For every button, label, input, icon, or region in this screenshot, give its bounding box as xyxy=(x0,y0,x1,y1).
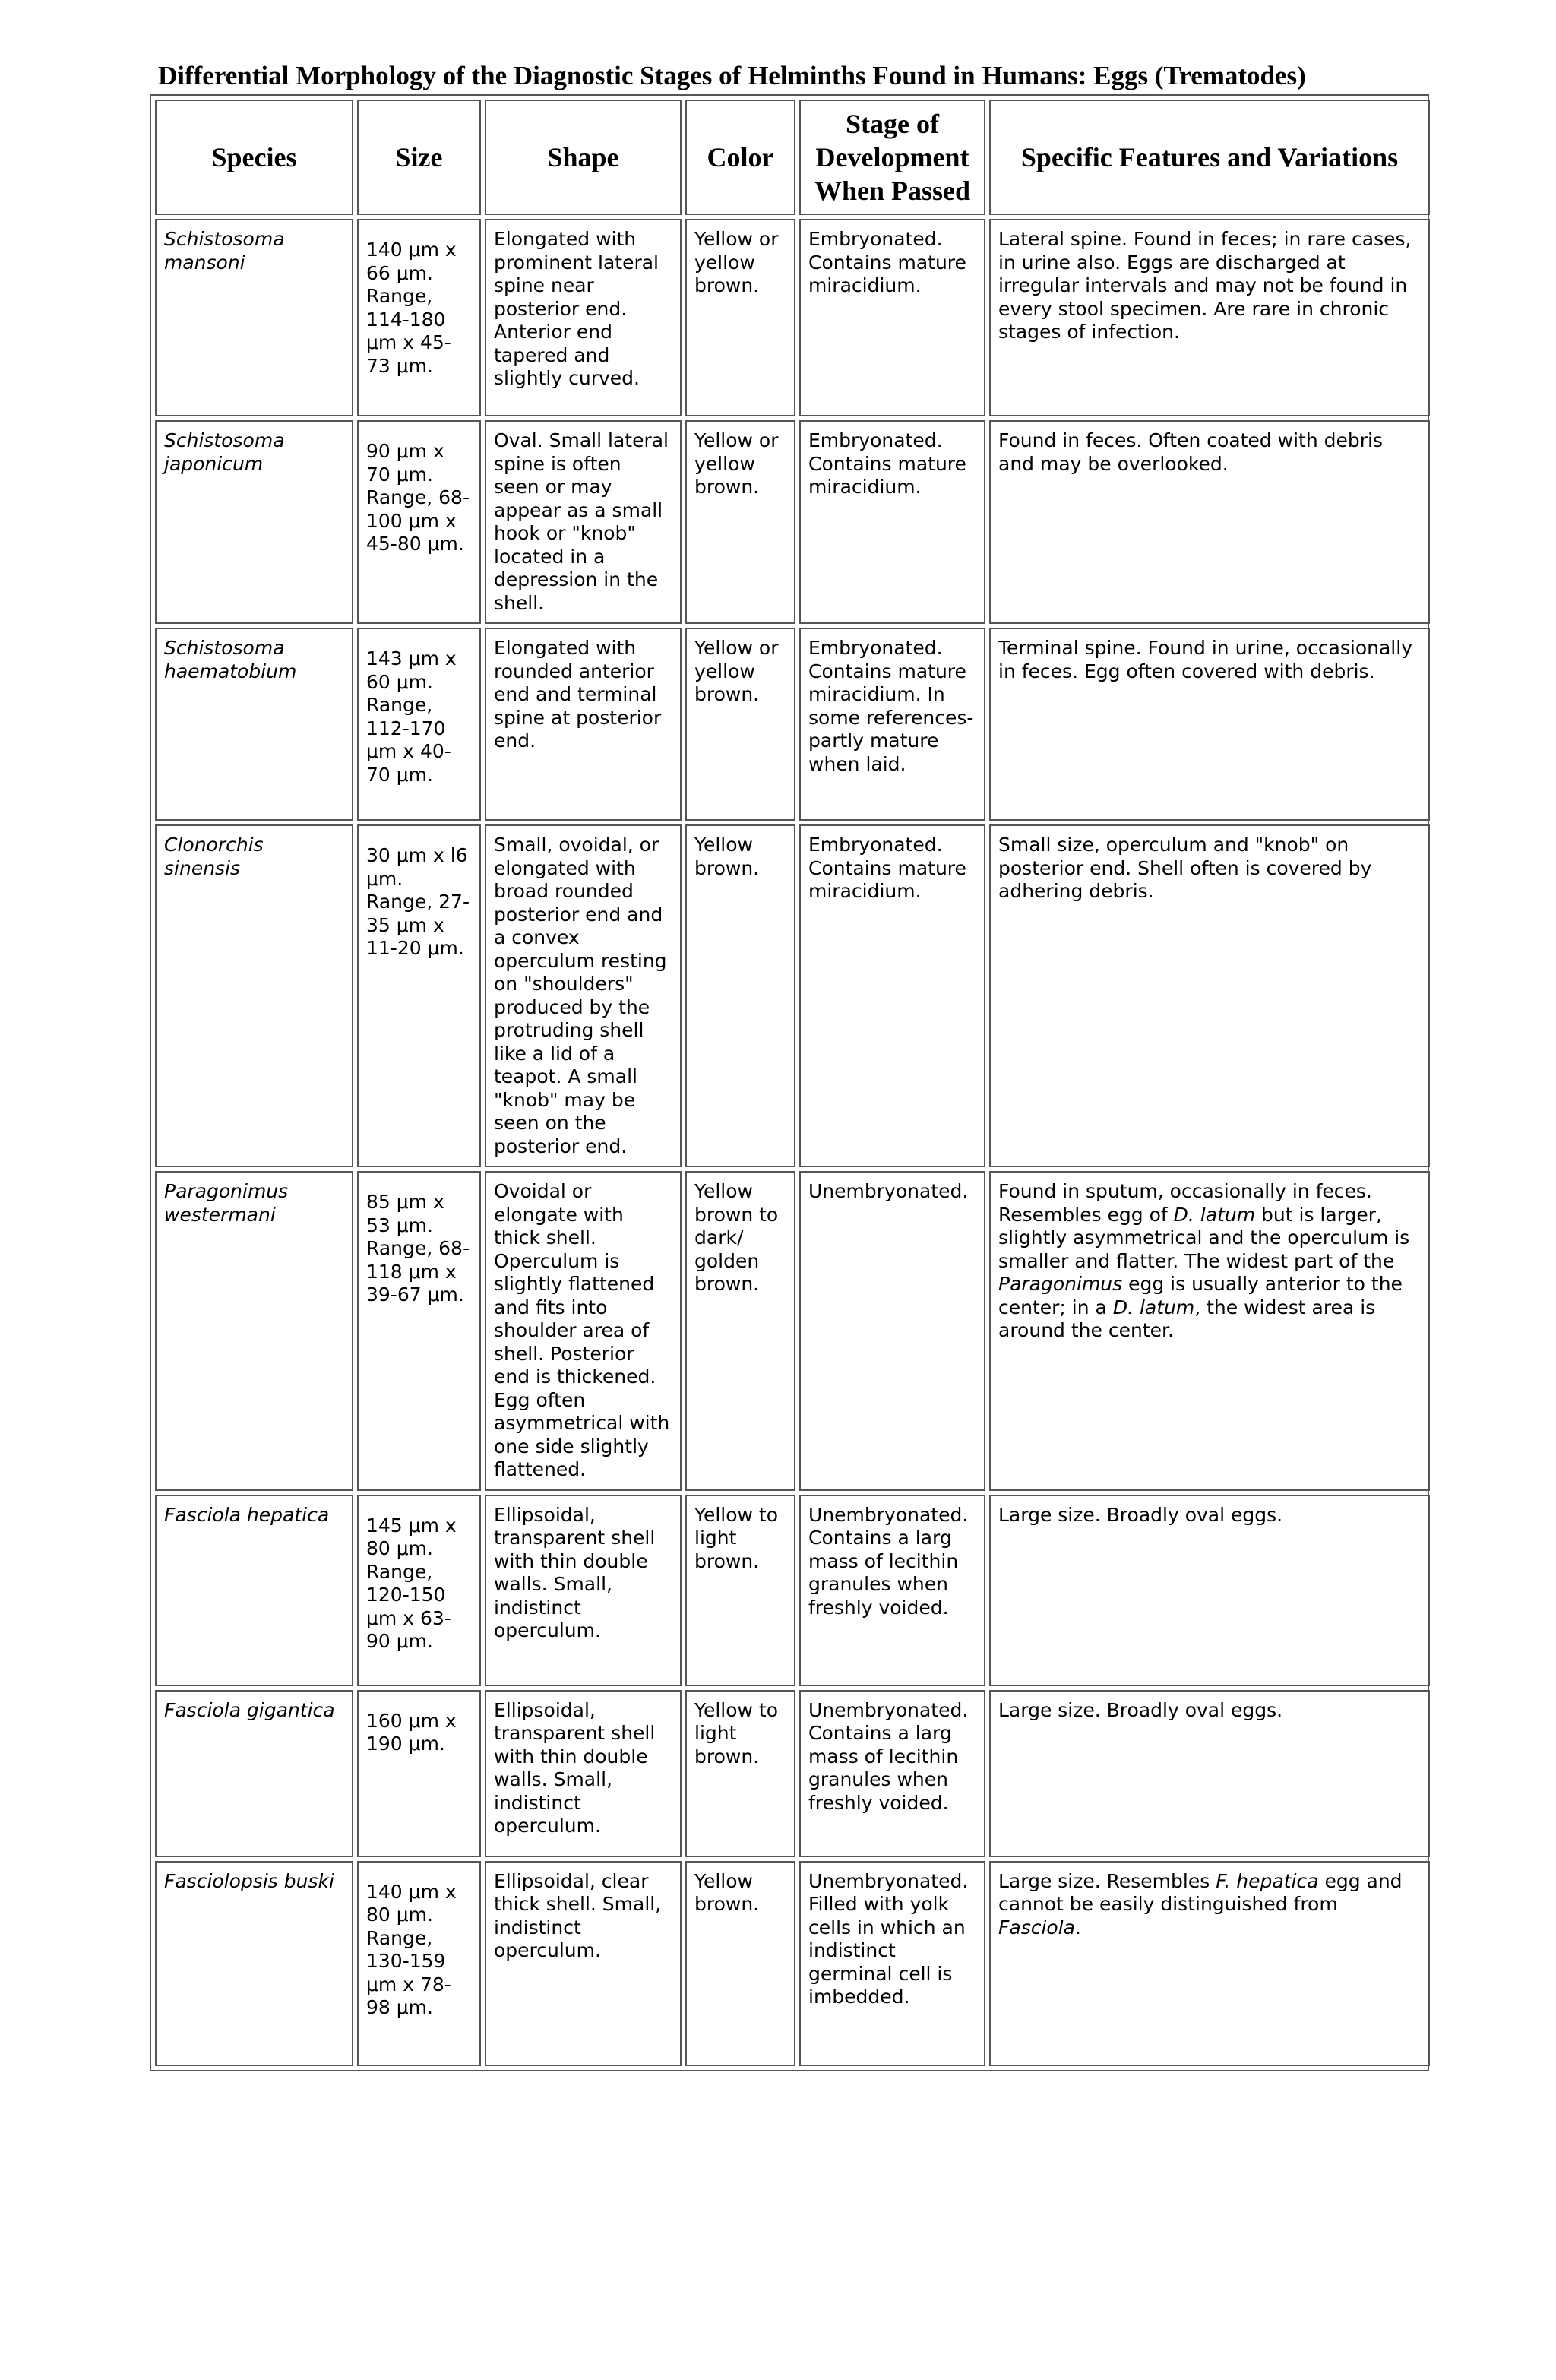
table-row xyxy=(155,628,1430,821)
species-cell xyxy=(155,420,353,624)
shape-cell: Ellipsoidal, transparent shell with thin double walls. Small, indistinct operculum. xyxy=(485,1690,682,1857)
species-name-line: Schistosoma xyxy=(164,637,285,659)
features-cell: Terminal spine. Found in urine, occasionally in feces. Egg often covered with debris. xyxy=(989,628,1430,821)
header-color: Color xyxy=(685,100,795,215)
features-italic: D. latum xyxy=(1173,1203,1256,1226)
table-row xyxy=(155,824,1430,1167)
shape-cell: Oval. Small lateral spine is often seen or may appear as a small hook or "knob" located in a depression in the shell. xyxy=(485,420,682,624)
stage-cell: Embryonated. Contains mature miracidium. In some references- partly mature when laid. xyxy=(799,628,985,821)
table-row xyxy=(155,1861,1430,2066)
size-cell xyxy=(357,1861,481,2066)
header-stage-line: Stage of xyxy=(846,109,939,139)
features-text: but is larger, slightly asymmetrical and the operculum is smaller and flatter. The widest part of the xyxy=(998,1203,1410,1272)
features-cell: Found in feces. Often coated with debris and may be overlooked. xyxy=(989,420,1430,624)
size-cell xyxy=(357,1171,481,1491)
stage-cell: Embryonated. Contains mature miracidium. xyxy=(799,420,985,624)
features-text: , the widest area is around the center. xyxy=(998,1296,1376,1341)
features-italic: F. hepatica xyxy=(1216,1869,1319,1892)
size-line: 70 μm. Range, 68- xyxy=(366,463,470,508)
features-cell xyxy=(989,1171,1430,1491)
header-stage-line: When Passed xyxy=(814,176,971,206)
size-line: 190 μm. xyxy=(366,1733,445,1755)
species-name-line: sinensis xyxy=(164,856,241,879)
size-line: 140 μm x xyxy=(366,1880,457,1903)
size-line: 100 μm x xyxy=(366,509,457,532)
size-cell xyxy=(357,1690,481,1857)
species-cell: Fasciola gigantica xyxy=(155,1690,353,1857)
size-line: 70 μm. xyxy=(366,763,433,786)
shape-cell: Ovoidal or elongate with thick shell. Operculum is slightly flattened and fits into shoulder area of shell. Posterior end is thickened. Egg often asymmetrical with one side slightly flattened. xyxy=(485,1171,682,1491)
size-line: 30 μm x l6 μm. Range, 27- xyxy=(366,844,470,913)
shape-cell: Elongated with rounded anterior end and terminal spine at posterior end. xyxy=(485,628,682,821)
table-row xyxy=(155,1690,1430,1857)
species-cell: Fasciolopsis buski xyxy=(155,1861,353,2066)
table-row xyxy=(155,1171,1430,1491)
page-title: Differential Morphology of the Diagnostic Stages of Helminths Found in Humans: Eggs (Trematodes) xyxy=(158,61,1306,90)
species-name-line: japonicum xyxy=(164,452,264,475)
shape-cell: Small, ovoidal, or elongated with broad rounded posterior end and a convex operculum resting on "shoulders" produced by the protruding shell like a lid of a teapot. A small "knob" may be seen on the posterior end. xyxy=(485,824,682,1167)
size-cell xyxy=(357,628,481,821)
stage-cell: Unembryonated. Contains a larg mass of lecithin granules when freshly voided. xyxy=(799,1690,985,1857)
species-name-line: Schistosoma xyxy=(164,228,285,250)
features-cell: Small size, operculum and "knob" on posterior end. Shell often is covered by adhering debris. xyxy=(989,824,1430,1167)
size-cell xyxy=(357,1495,481,1686)
header-shape: Shape xyxy=(485,100,682,215)
shape-cell: Ellipsoidal, clear thick shell. Small, indistinct operculum. xyxy=(485,1861,682,2066)
size-line: 80 μm. Range, 130-159 μm x 78- xyxy=(366,1904,451,1995)
color-cell: Yellow or yellow brown. xyxy=(685,219,795,416)
features-italic: Paragonimus xyxy=(998,1273,1123,1295)
shape-cell: Elongated with prominent lateral spine near posterior end. Anterior end tapered and slightly curved. xyxy=(485,219,682,416)
size-cell xyxy=(357,219,481,416)
color-cell: Yellow or yellow brown. xyxy=(685,420,795,624)
stage-cell: Unembryonated. xyxy=(799,1171,985,1491)
size-line: 39-67 μm. xyxy=(366,1283,464,1306)
features-text: Found in sputum, occasionally in feces. Resembles egg of xyxy=(998,1180,1372,1226)
species-cell xyxy=(155,219,353,416)
features-cell: Large size. Broadly oval eggs. xyxy=(989,1690,1430,1857)
species-cell xyxy=(155,628,353,821)
color-cell: Yellow brown to dark/ golden brown. xyxy=(685,1171,795,1491)
size-cell xyxy=(357,824,481,1167)
species-name-line: westermani xyxy=(164,1203,276,1226)
species-name-line: Paragonimus xyxy=(164,1180,289,1202)
species-name-line: Schistosoma xyxy=(164,429,285,451)
size-line: 45-80 μm. xyxy=(366,533,464,555)
table-row xyxy=(155,219,1430,416)
header-stage xyxy=(799,100,985,215)
species-cell xyxy=(155,1171,353,1491)
size-line: 90 μm x xyxy=(366,440,444,462)
size-line: 98 μm. xyxy=(366,1996,433,2018)
features-cell: Large size. Broadly oval eggs. xyxy=(989,1495,1430,1686)
size-line: 160 μm x xyxy=(366,1709,457,1732)
species-name-line: Clonorchis xyxy=(164,834,264,856)
header-row xyxy=(155,100,1430,215)
species-cell: Fasciola hepatica xyxy=(155,1495,353,1686)
color-cell: Yellow brown. xyxy=(685,1861,795,2066)
features-text: . xyxy=(1074,1916,1081,1938)
size-line: 143 μm x xyxy=(366,647,457,669)
size-line: 85 μm x xyxy=(366,1191,444,1213)
stage-cell: Embryonated. Contains mature miracidium. xyxy=(799,219,985,416)
features-text: Large size. Resembles xyxy=(998,1869,1216,1892)
header-features: Specific Features and Variations xyxy=(989,100,1430,215)
species-name-line: mansoni xyxy=(164,251,245,274)
features-italic: D. latum xyxy=(1112,1296,1195,1318)
shape-cell: Ellipsoidal, transparent shell with thin double walls. Small, indistinct operculum. xyxy=(485,1495,682,1686)
features-italic: Fasciola xyxy=(998,1916,1075,1938)
size-line: 60 μm. Range, 112-170 μm x 40- xyxy=(366,670,451,762)
size-line: 140 μm x xyxy=(366,239,457,261)
size-line: 73 μm. xyxy=(366,354,433,377)
stage-cell: Unembryonated. Contains a larg mass of lecithin granules when freshly voided. xyxy=(799,1495,985,1686)
color-cell: Yellow or yellow brown. xyxy=(685,628,795,821)
header-size: Size xyxy=(357,100,481,215)
color-cell: Yellow brown. xyxy=(685,824,795,1167)
header-species: Species xyxy=(155,100,353,215)
features-cell xyxy=(989,1861,1430,2066)
features-text: egg and cannot be easily distinguished from xyxy=(998,1869,1403,1915)
header-stage-line: Development xyxy=(815,142,969,172)
size-line: 80 μm. Range, 120-150 μm x 63- xyxy=(366,1537,451,1629)
size-line: 35 μm x xyxy=(366,913,444,936)
size-line: 66 μm. Range, 114-180 μm x 45- xyxy=(366,261,451,353)
size-line: 11-20 μm. xyxy=(366,937,464,959)
species-name-line: haematobium xyxy=(164,660,297,682)
size-line: 90 μm. xyxy=(366,1630,433,1652)
features-text: egg is usually anterior to the center; in a xyxy=(998,1273,1403,1318)
stage-cell: Unembryonated. Filled with yolk cells in which an indistinct germinal cell is imbedded. xyxy=(799,1861,985,2066)
color-cell: Yellow to light brown. xyxy=(685,1690,795,1857)
color-cell: Yellow to light brown. xyxy=(685,1495,795,1686)
size-line: 118 μm x xyxy=(366,1260,457,1283)
morphology-table-frame xyxy=(150,94,1429,2071)
table-row xyxy=(155,420,1430,624)
table-row xyxy=(155,1495,1430,1686)
size-line: 145 μm x xyxy=(366,1514,457,1537)
morphology-table xyxy=(151,96,1434,2070)
stage-cell: Embryonated. Contains mature miracidium. xyxy=(799,824,985,1167)
size-cell xyxy=(357,420,481,624)
size-line: 53 μm. Range, 68- xyxy=(366,1214,470,1259)
features-cell: Lateral spine. Found in feces; in rare cases, in urine also. Eggs are discharged at irregular intervals and may not be found in every stool specimen. Are rare in chronic stages of infection. xyxy=(989,219,1430,416)
species-cell xyxy=(155,824,353,1167)
